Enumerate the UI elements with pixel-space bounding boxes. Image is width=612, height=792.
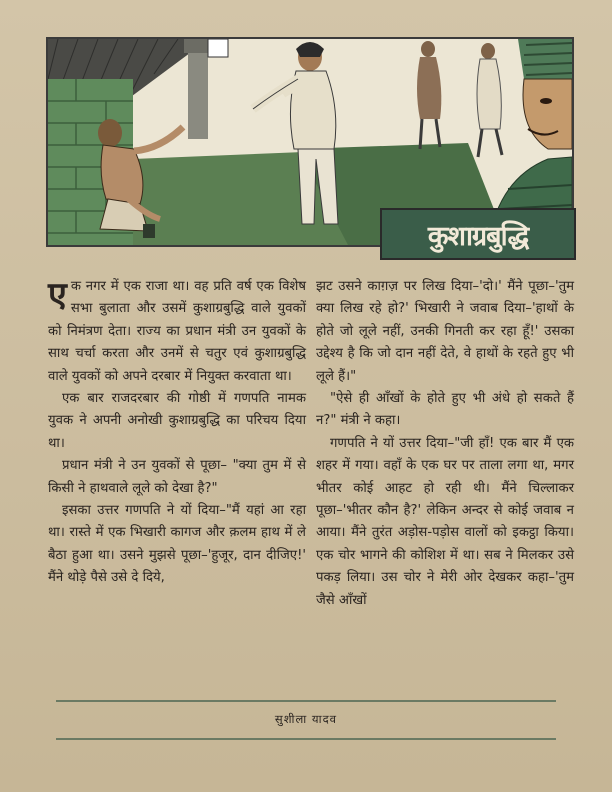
drop-cap: ए: [48, 275, 67, 315]
paragraph-6: "ऐसे ही आँखों के होते हुए भी अंधे हो सकते हैं न?" मंत्री ने कहा।: [316, 391, 574, 429]
paragraph-1-text: क नगर में एक राजा था। वह प्रति वर्ष एक विशेष सभा बुलाता और उसमें कुशाग्रबुद्धि वाले युवकों को निमंत्रण देता। राज्य का प्रधान मंत्री उन युवकों के साथ चर्चा करता और उनमें से चतुर एवं कुशाग्रबुद्धि वाले युवकों को अपने दरबार में नियुक्त करवाता था।: [48, 279, 306, 384]
pillar: [188, 39, 208, 139]
paragraph-4: इसका उत्तर गणपति ने यों दिया–"मैं यहां आ रहा था। रास्ते में एक भिखारी कागज और क़लम हाथ में ले बैठा हुआ था। उसने मुझसे पूछा–'हुजूर, दान दीजिए!' मैंने थोड़े पैसे उसे दे दिये,: [48, 503, 306, 586]
paragraph-1: [48, 276, 306, 388]
author-name: सुशीला यादव: [274, 712, 338, 726]
left-column: [48, 276, 306, 590]
paragraph-5: झट उसने काग़ज़ पर लिख दिया–'दो।' मैंने पूछा–'तुम क्या लिख रहे हो?' भिखारी ने जवाब दिया–'हाथों के होते जो लूले नहीं, उनकी गिनती कर रहा हूँ!' उसका उद्देश्य है कि जो दान नहीं देते, वे हाथों के रहते हुए भी लूले हैं।": [316, 279, 574, 384]
paragraph-3: प्रधान मंत्री ने उन युवकों से पूछा– "क्या तुम में से किसी ने हाथवाले लूले को देखा है?": [48, 458, 306, 496]
footer-rule-bottom: [56, 738, 556, 740]
story-title: कुशाग्रबुद्धि: [427, 220, 529, 252]
footer-rule-top: [56, 700, 556, 702]
right-column: [316, 276, 574, 612]
story-title-box: [380, 208, 576, 260]
paragraph-2: एक बार राजदरबार की गोष्ठी में गणपति नामक युवक ने अपनी अनोखी कुशाग्रबुद्धि का परिचय दिया था।: [48, 391, 306, 451]
paragraph-7: गणपति ने यों उत्तर दिया–"जी हाँ! एक बार मैं एक शहर में गया। वहाँ के एक घर पर ताला लगा था, मगर भीतर कोई आहट हो रही थी। मैंने चिल्लाकर पूछा–'भीतर कौन है?' लेकिन अन्दर से कोई जवाब न आया। मैंने तुरंत अड़ोस-पड़ोस वालों को इकट्ठा किया। एक चोर भागने की कोशिश में था। सब ने मिलकर उसे पकड़ लिया। उस चोर ने मेरी ओर देखकर कहा–'तुम जैसे आँखों: [316, 435, 574, 608]
